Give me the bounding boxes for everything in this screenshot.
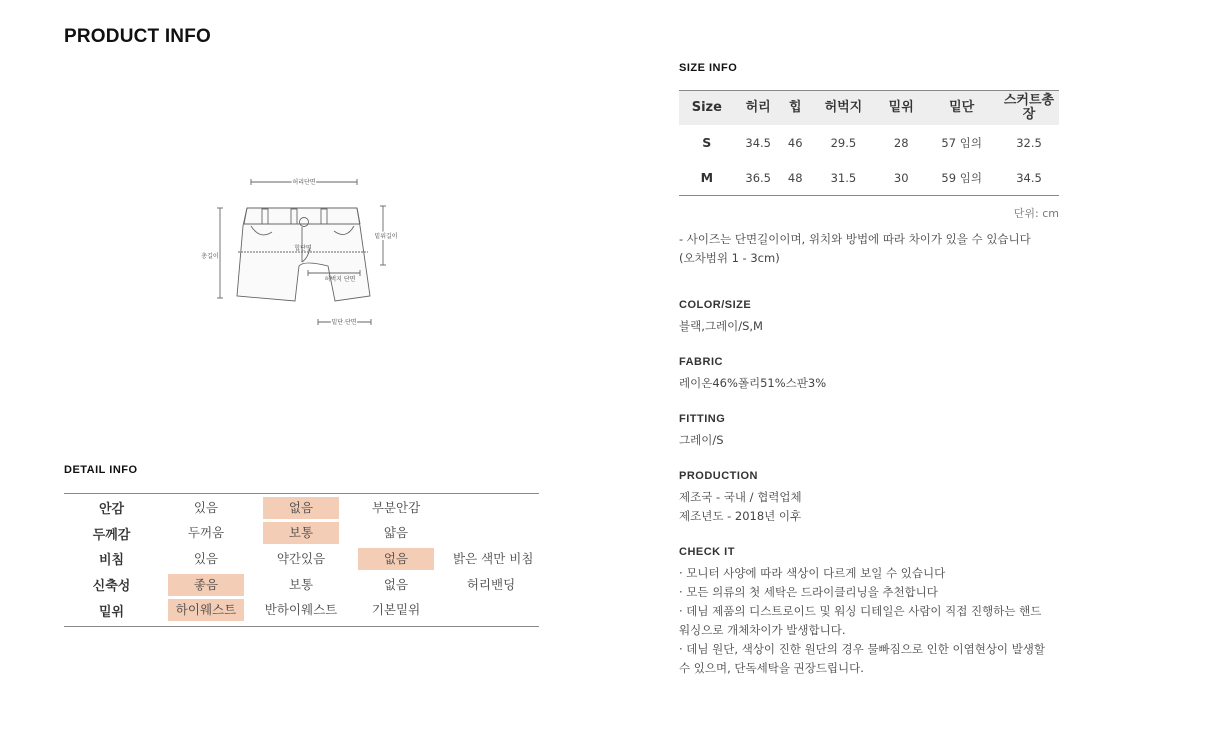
size-label-cell: M (679, 160, 735, 196)
detail-option: 기본밑위 (371, 602, 421, 618)
detail-option (453, 497, 529, 519)
detail-option-selected: 좋음 (168, 574, 244, 596)
size-value-cell: 36.5 (735, 160, 782, 196)
info-section-title: CHECK IT (679, 546, 735, 558)
size-value-cell: 29.5 (830, 135, 857, 150)
info-section (679, 298, 1079, 336)
size-header-cell: 밑단 (924, 91, 999, 126)
detail-info-title: DETAIL INFO (64, 464, 138, 476)
info-section-line: · 데님 제품의 디스트로이드 및 워싱 디테일은 사람이 직접 진행하는 핸드 (679, 604, 1042, 618)
size-info-table (679, 90, 1059, 196)
detail-row (64, 597, 539, 623)
size-note (679, 230, 1079, 268)
info-section-title: COLOR/SIZE (679, 299, 752, 311)
size-note-line: (오차범위 1 - 3cm) (679, 251, 780, 265)
detail-option: 부분안감 (371, 499, 421, 515)
info-section (679, 412, 1079, 450)
detail-row (64, 495, 539, 521)
size-header-cell: 스커트총장 (999, 91, 1059, 126)
info-section (679, 355, 1079, 393)
detail-option-selected: 보통 (263, 522, 339, 544)
detail-option-selected: 없음 (358, 548, 434, 570)
info-section-line: 레이온46%폴리51%스판3% (679, 376, 827, 390)
info-section-line: 그레이/S (679, 433, 724, 447)
hem-label: 밑단 단면 (331, 319, 357, 326)
size-header-cell: 힙 (782, 91, 809, 126)
detail-option: 있음 (193, 550, 219, 566)
size-header-cell: 밑위 (878, 91, 924, 126)
size-value-cell: 28 (893, 135, 909, 150)
info-section-line: · 모든 의류의 첫 세탁은 드라이클리닝을 추천합니다 (679, 585, 938, 599)
info-section-title: FABRIC (679, 356, 723, 368)
size-info-title: SIZE INFO (679, 62, 738, 74)
detail-option: 두꺼움 (187, 525, 225, 541)
size-note-line: - 사이즈는 단면길이이며, 위치와 방법에 따라 차이가 있을 수 있습니다 (679, 232, 1031, 246)
thigh-label: 허벅지 단면 (324, 276, 356, 283)
size-value-cell: 31.5 (809, 160, 878, 196)
shorts-measurement-diagram (200, 170, 420, 340)
size-value-cell: 34.5 (745, 135, 771, 150)
detail-option: 반하이웨스트 (264, 602, 338, 618)
rise-label: 밑위길이 (374, 233, 398, 240)
info-section-title: FITTING (679, 413, 726, 425)
info-section-line: · 데님 원단, 색상이 진한 원단의 경우 물빠짐으로 인한 이염현상이 발생할 (679, 642, 1046, 656)
detail-row-label: 안감 (98, 502, 125, 518)
detail-row-label: 비침 (98, 553, 125, 569)
size-value-cell: 48 (782, 160, 809, 196)
detail-row-label: 밑위 (98, 604, 125, 620)
info-section (679, 545, 1079, 678)
info-section (679, 469, 1079, 526)
page-title: PRODUCT INFO (64, 26, 212, 47)
size-header-cell: Size (679, 91, 735, 126)
info-section-title: PRODUCTION (679, 470, 758, 482)
info-section-line: 블랙,그레이/S,M (679, 319, 763, 333)
size-value-cell: 34.5 (999, 160, 1059, 196)
size-value-cell: 57 임의 (941, 135, 982, 150)
size-value-cell: 46 (787, 135, 803, 150)
size-row (679, 125, 1059, 160)
size-value-cell: 32.5 (1016, 135, 1042, 150)
size-unit: 단위: cm (1013, 207, 1059, 220)
detail-option: 보통 (288, 576, 314, 592)
size-label-cell: S (702, 135, 712, 150)
detail-option: 밝은 색만 비침 (453, 550, 534, 566)
detail-option-selected: 하이웨스트 (168, 599, 244, 621)
detail-option-selected: 없음 (263, 497, 339, 519)
detail-option: 있음 (193, 499, 219, 515)
hip-label: 힙단면 (294, 245, 312, 252)
detail-option: 없음 (383, 576, 409, 592)
info-section-line: 수 있으며, 단독세탁을 권장드립니다. (679, 661, 864, 675)
detail-row (64, 521, 539, 547)
detail-option: 허리밴딩 (466, 576, 516, 592)
size-value-cell: 30 (878, 160, 924, 196)
detail-info-table (64, 493, 539, 627)
detail-option (453, 522, 529, 544)
detail-option: 약간있음 (276, 550, 326, 566)
detail-option: 얇음 (383, 525, 409, 541)
detail-option (453, 599, 529, 621)
size-header-cell: 허리 (735, 91, 782, 126)
detail-row (64, 546, 539, 572)
info-section-line: 제조국 - 국내 / 협력업체 (679, 490, 802, 504)
info-section-line: 워싱으로 개체차이가 발생합니다. (679, 623, 846, 637)
detail-row-label: 신축성 (92, 579, 131, 595)
size-header-cell: 허벅지 (809, 91, 878, 126)
info-section-line: · 모니터 사양에 따라 색상이 다르게 보일 수 있습니다 (679, 566, 946, 580)
detail-row-label: 두께감 (92, 527, 131, 543)
size-value-cell: 59 임의 (924, 160, 999, 196)
info-section-line: 제조년도 - 2018년 이후 (679, 509, 802, 523)
size-row (679, 160, 1059, 196)
waist-label: 허리단면 (292, 179, 316, 186)
length-label: 총길이 (201, 253, 219, 260)
detail-row (64, 572, 539, 598)
